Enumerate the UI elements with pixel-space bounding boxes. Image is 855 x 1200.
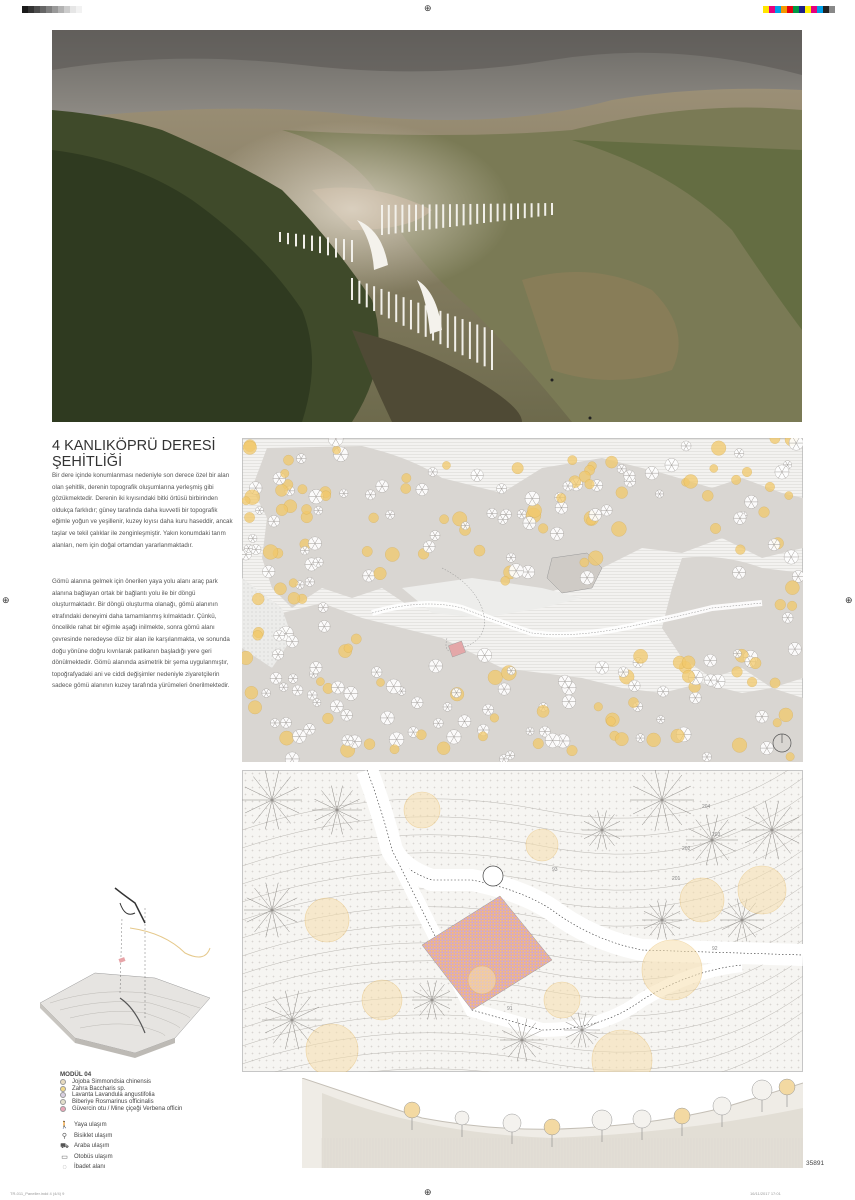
yellow-tree-symbol [710, 464, 718, 472]
gray-tree-symbol [702, 752, 711, 761]
yellow-tree-symbol [364, 739, 375, 750]
gray-tree-symbol [429, 659, 443, 673]
gray-tree-symbol [498, 683, 510, 695]
gray-tree-symbol [443, 703, 452, 712]
yellow-tree-symbol [567, 745, 577, 755]
yellow-tree-symbol [374, 567, 386, 579]
gray-tree-symbol [270, 718, 279, 727]
bus-icon: ▭ [61, 1153, 68, 1161]
access-legend [60, 1120, 260, 1173]
gray-tree-symbol [558, 675, 571, 688]
yellow-tree-symbol [682, 670, 694, 682]
gray-tree-symbol [313, 557, 323, 567]
gray-tree-symbol [256, 506, 264, 514]
gray-tree-symbol [506, 751, 515, 760]
yellow-tree-symbol [628, 698, 638, 708]
yellow-tree-symbol [647, 733, 661, 747]
gray-tree-symbol [458, 715, 471, 728]
axonometric-terrain-model [35, 878, 235, 1068]
gray-tree-symbol [629, 680, 641, 692]
gray-tree-symbol [389, 732, 404, 747]
yellow-tree-symbol [333, 446, 341, 454]
yellow-tree-symbol [478, 732, 487, 741]
contour-label: 91 [507, 1006, 513, 1012]
legend-access-row [60, 1131, 260, 1142]
yellow-shrub-symbol [306, 1024, 358, 1072]
legend-plant-label: Lavanta Lavandula angustifolia [72, 1092, 155, 1099]
gray-tree-symbol [363, 570, 375, 582]
walker-icon: 🚶 [60, 1122, 69, 1130]
figure-number: 35891 [806, 1160, 825, 1167]
yellow-tree-symbol [682, 656, 695, 669]
yellow-tree-symbol [538, 524, 548, 534]
legend-plant-label: Biberiye Rosmarinus officinalis [72, 1099, 154, 1106]
yellow-shrub-symbol [305, 898, 349, 942]
yellow-tree-symbol [537, 705, 549, 717]
contour-label: 204 [702, 804, 711, 810]
gray-tree-symbol [506, 553, 515, 562]
yellow-tree-symbol [732, 738, 747, 753]
yellow-tree-symbol [402, 473, 411, 482]
yellow-tree-symbol [437, 742, 450, 755]
gray-tree-symbol [782, 612, 793, 623]
gray-tree-symbol [645, 466, 658, 479]
yellow-tree-symbol [684, 475, 698, 489]
gray-tree-symbol [428, 467, 437, 476]
gray-tree-symbol [365, 490, 375, 500]
gray-tree-symbol [526, 727, 534, 735]
gray-tree-symbol [636, 734, 645, 743]
legend-access-label: İbadet alanı [74, 1164, 106, 1171]
legend-plant-label: Jojoba Simmondsia chinensis [72, 1079, 152, 1086]
gray-tree-symbol [784, 550, 798, 564]
bicycle-icon: ⚲ [61, 1132, 68, 1140]
yellow-tree-symbol [244, 512, 254, 522]
yellow-tree-symbol [585, 479, 594, 488]
yellow-tree-symbol [369, 513, 379, 523]
gray-tree-symbol [601, 505, 612, 516]
gray-tree-symbol [483, 704, 494, 715]
legend-swatch [60, 1079, 66, 1085]
gray-tree-symbol [447, 730, 461, 744]
yellow-tree-symbol [787, 601, 796, 610]
gray-tree-symbol [273, 649, 284, 660]
gray-tree-symbol [279, 683, 288, 692]
gray-tree-symbol [292, 685, 303, 696]
yellow-tree-symbol [501, 576, 510, 585]
prayer-icon: ◌ [62, 1163, 67, 1171]
yellow-shrub-symbol [468, 966, 496, 994]
yellow-tree-symbol [785, 492, 793, 500]
gray-tree-symbol [307, 690, 317, 700]
yellow-tree-symbol [276, 484, 288, 496]
yellow-tree-symbol [606, 717, 615, 726]
gray-tree-symbol [618, 667, 628, 677]
gray-tree-symbol [690, 692, 702, 704]
gray-tree-symbol [734, 512, 746, 524]
yellow-tree-symbol [245, 686, 258, 699]
yellow-tree-symbol [580, 558, 589, 567]
yellow-tree-symbol [786, 753, 794, 761]
site-section-elevation [302, 1078, 803, 1168]
legend-plant-row [60, 1079, 260, 1086]
yellow-tree-symbol [401, 484, 411, 494]
gray-tree-symbol [281, 717, 292, 728]
gray-tree-symbol [314, 506, 323, 515]
gray-tree-symbol [562, 695, 576, 709]
yellow-tree-symbol [490, 714, 499, 723]
gray-tree-symbol [330, 700, 343, 713]
gray-tree-symbol [342, 735, 353, 746]
yellow-tree-symbol [785, 581, 799, 595]
gray-tree-symbol [657, 715, 665, 723]
yellow-tree-symbol [711, 441, 726, 456]
registration-mark-left: ⊕ [2, 595, 10, 605]
registration-mark-right: ⊕ [845, 595, 853, 605]
gray-tree-symbol [376, 480, 389, 493]
yellow-tree-symbol [474, 545, 485, 556]
yellow-tree-symbol [248, 701, 261, 714]
gray-tree-symbol [656, 490, 664, 498]
hero-landscape-render [52, 30, 802, 422]
gray-tree-symbol [792, 570, 803, 582]
site-plan-drawing [242, 438, 803, 762]
gray-tree-symbol [318, 602, 328, 612]
yellow-tree-symbol [263, 545, 278, 560]
yellow-tree-symbol [742, 467, 752, 477]
yellow-tree-symbol [747, 677, 757, 687]
yellow-tree-symbol [594, 702, 603, 711]
yellow-shrub-symbol [404, 792, 440, 828]
yellow-tree-symbol [750, 657, 761, 668]
gray-tree-symbol [525, 491, 540, 506]
yellow-shrub-symbol [362, 980, 402, 1020]
yellow-tree-symbol [765, 482, 774, 491]
legend-access-row [60, 1120, 260, 1131]
gray-tree-symbol [756, 711, 768, 723]
yellow-tree-symbol [710, 523, 720, 533]
legend-access-label: Bisiklet ulaşım [74, 1132, 113, 1139]
gray-tree-symbol [288, 674, 298, 684]
contour-label: 92 [712, 946, 718, 952]
gray-tree-symbol [331, 681, 344, 694]
yellow-tree-symbol [390, 745, 399, 754]
registration-mark-bottom: ⊕ [424, 1187, 432, 1197]
contour-label: 93 [552, 867, 558, 873]
yellow-tree-symbol [773, 719, 781, 727]
gray-tree-symbol [775, 465, 789, 479]
yellow-tree-symbol [376, 678, 384, 686]
print-footer-right: 16/11/2017 17:01 [750, 1191, 781, 1196]
yellow-tree-symbol [274, 583, 286, 595]
yellow-tree-symbol [252, 593, 264, 605]
description-paragraph-2: Gömü alanına gelmek için önerilen yaya yolu alanı araç park alanına bağlayan ortak bir bağlantı yolu ile bir döngü oluşturmaktadır. Bir döngü oluşturma olanağı, gömü alanının etrafındaki deneyimi daha tamamlanmış kılmaktadır. Çünkü, öncelikle rahat bir eğimle aşağı inilmekte, sonra gömü alanı çevresinde neredeyse düz bir alan ile karşılanmakta, ve sonunda doğu yönüne doğru kıvrılarak patikanın başladığı yere geri dönülmektedir. Gömü alanında asimetrik bir şema uygulanmıştır, topoğrafyadaki ani ve ciddi değişimler nedeniyle ziyaretçilerin sadece gömü alanının kuzey tarafında yürümeleri önerilmektedir. [52, 578, 230, 690]
yellow-tree-symbol [283, 455, 293, 465]
gray-tree-symbol [313, 699, 321, 707]
gray-tree-symbol [658, 686, 669, 697]
gray-tree-symbol [411, 697, 423, 709]
gray-tree-symbol [487, 508, 497, 518]
yellow-tree-symbol [731, 475, 740, 484]
legend-access-row [60, 1162, 260, 1173]
legend-swatch [60, 1099, 66, 1105]
gray-tree-symbol [381, 711, 395, 725]
description-paragraph-1: Bir dere içinde konumlanması nedeniyle son derece özel bir alan olan şehitlik, derenin topografik oluşumlarına yerleşmiş gibi gözükmektedir. Derenin iki kıyısındaki bitki örtüsü birbirinden oldukça farklıdır; güney tarafında daha kuvvetli bir topografik eğimle yoğun ve yeşillenir, kuzey kıyısı daha kuru haseddir, ancak taşlar ve tekil çalıklar ile zenginleşmiştir. Yakın konumdaki tarım alanları, nem için doğal ortamdan yararlanmaktadır. [52, 472, 233, 549]
gray-tree-symbol [286, 636, 298, 648]
gray-tree-symbol [681, 441, 691, 451]
legend-swatch [60, 1106, 66, 1112]
gray-tree-symbol [270, 672, 282, 684]
yellow-tree-symbol [615, 732, 628, 745]
grayscale-calibration-bar [22, 6, 82, 13]
gray-tree-symbol [296, 454, 306, 464]
yellow-tree-symbol [533, 738, 543, 748]
gray-tree-symbol [595, 661, 608, 674]
burial-area-detail-plan [242, 770, 803, 1072]
gray-tree-symbol [274, 630, 285, 641]
legend-swatch [60, 1086, 66, 1092]
legend-plant-row [60, 1092, 260, 1099]
gray-tree-symbol [262, 689, 271, 698]
gray-tree-symbol [760, 741, 773, 754]
gray-tree-symbol [461, 522, 469, 530]
yellow-tree-symbol [276, 504, 288, 516]
gray-tree-symbol [563, 481, 573, 491]
gray-tree-symbol [433, 718, 443, 728]
car-icon: ⛟ [60, 1142, 69, 1150]
yellow-tree-symbol [671, 729, 685, 743]
title-line-1: 4 KANLIKÖPRÜ DERESİ [52, 438, 216, 454]
gray-tree-symbol [498, 515, 508, 525]
gray-tree-symbol [733, 566, 746, 579]
yellow-tree-symbol [702, 490, 713, 501]
yellow-tree-symbol [416, 730, 426, 740]
yellow-tree-symbol [759, 507, 770, 518]
gray-tree-symbol [318, 620, 330, 632]
yellow-tree-symbol [316, 678, 324, 686]
yellow-tree-symbol [323, 713, 334, 724]
yellow-tree-symbol [243, 441, 257, 455]
gray-tree-symbol [249, 534, 257, 542]
gray-tree-symbol [344, 686, 358, 700]
legend-access-label: Otobüs ulaşım [74, 1153, 113, 1160]
registration-mark-top: ⊕ [424, 3, 432, 13]
gray-tree-symbol [555, 501, 568, 514]
legend-access-label: Araba ulaşım [74, 1143, 110, 1150]
legend-title: MODÜL 04 [60, 1071, 92, 1078]
legend-access-row [60, 1141, 260, 1152]
yellow-tree-symbol [242, 497, 250, 505]
yellow-shrub-symbol [544, 982, 580, 1018]
gray-tree-symbol [301, 546, 310, 555]
yellow-tree-symbol [289, 579, 298, 588]
yellow-tree-symbol [779, 708, 793, 722]
gray-tree-symbol [340, 489, 348, 497]
yellow-tree-symbol [281, 469, 289, 477]
yellow-tree-symbol [253, 630, 263, 640]
gray-tree-symbol [624, 470, 635, 481]
yellow-tree-symbol [442, 461, 450, 469]
gray-tree-symbol [471, 469, 483, 481]
gray-tree-symbol [386, 679, 401, 694]
gray-tree-symbol [523, 517, 536, 530]
gray-tree-symbol [507, 667, 515, 675]
gray-tree-symbol [452, 688, 462, 698]
yellow-tree-symbol [302, 504, 312, 514]
gray-tree-symbol [386, 510, 395, 519]
yellow-tree-symbol [770, 678, 780, 688]
gray-tree-symbol [768, 539, 780, 551]
yellow-tree-symbol [288, 592, 300, 604]
yellow-tree-symbol [557, 493, 566, 502]
gray-tree-symbol [788, 642, 801, 655]
yellow-tree-symbol [321, 491, 331, 501]
yellow-tree-symbol [732, 667, 743, 678]
section-title [52, 438, 232, 470]
gray-tree-symbol [517, 510, 526, 519]
gray-tree-symbol [262, 565, 275, 578]
legend-plant-label: Güvercin otu / Mine çiçeği Verbena officin [72, 1105, 183, 1112]
gray-tree-symbol [430, 530, 440, 540]
gray-tree-symbol [371, 667, 382, 678]
legend-access-row [60, 1152, 260, 1163]
gray-tree-symbol [734, 449, 743, 458]
gray-tree-symbol [341, 709, 353, 721]
legend-plant-row [60, 1105, 260, 1112]
gray-tree-symbol [293, 730, 307, 744]
legend-plant-row [60, 1086, 260, 1093]
yellow-tree-symbol [634, 649, 648, 663]
gray-tree-symbol [545, 733, 560, 748]
yellow-shrub-symbol [680, 878, 724, 922]
contour-label: 202 [682, 846, 691, 852]
gray-tree-symbol [733, 650, 741, 658]
contour-label: 203 [712, 832, 721, 838]
yellow-tree-symbol [606, 456, 618, 468]
yellow-tree-symbol [568, 455, 577, 464]
gray-tree-symbol [704, 654, 717, 667]
yellow-shrub-symbol [642, 940, 702, 1000]
yellow-shrub-symbol [738, 866, 786, 914]
gray-tree-symbol [580, 571, 594, 585]
planting-legend [60, 1071, 260, 1112]
yellow-tree-symbol [344, 644, 353, 653]
legend-swatch [60, 1092, 66, 1098]
color-calibration-bar [763, 6, 835, 13]
gray-tree-symbol [305, 577, 314, 586]
gray-tree-symbol [550, 527, 563, 540]
gray-tree-symbol [268, 515, 280, 527]
gray-tree-symbol [509, 564, 524, 579]
yellow-tree-symbol [488, 670, 503, 685]
yellow-tree-symbol [351, 634, 361, 644]
yellow-tree-symbol [440, 515, 449, 524]
yellow-tree-symbol [362, 546, 372, 556]
legend-plant-label: Zahra Baccharis sp. [72, 1085, 126, 1092]
gray-tree-symbol [589, 508, 602, 521]
gray-tree-symbol [497, 484, 507, 494]
gray-tree-symbol [308, 537, 321, 550]
yellow-tree-symbol [298, 485, 307, 494]
legend-plant-row [60, 1099, 260, 1106]
gray-tree-symbol [244, 544, 252, 552]
yellow-tree-symbol [385, 547, 399, 561]
yellow-tree-symbol [512, 462, 523, 473]
yellow-tree-symbol [616, 487, 628, 499]
gray-tree-symbol [416, 483, 428, 495]
yellow-tree-symbol [775, 599, 786, 610]
gray-tree-symbol [310, 662, 322, 674]
gray-tree-symbol [745, 495, 758, 508]
legend-access-label: Yaya ulaşım [74, 1122, 107, 1129]
gray-tree-symbol [478, 648, 492, 662]
gray-tree-symbol [704, 674, 716, 686]
yellow-tree-symbol [611, 522, 626, 537]
yellow-tree-symbol [280, 731, 294, 745]
yellow-shrub-symbol [526, 829, 558, 861]
yellow-tree-symbol [588, 551, 603, 566]
contour-label: 201 [672, 876, 681, 882]
print-footer-left: TR-011_Paneller.indd 4 (4/4) 9 [10, 1191, 65, 1196]
title-line-2: ŞEHİTLİĞİ [52, 454, 123, 470]
yellow-tree-symbol [735, 545, 745, 555]
gray-tree-symbol [665, 458, 679, 472]
gray-tree-symbol [423, 541, 435, 553]
